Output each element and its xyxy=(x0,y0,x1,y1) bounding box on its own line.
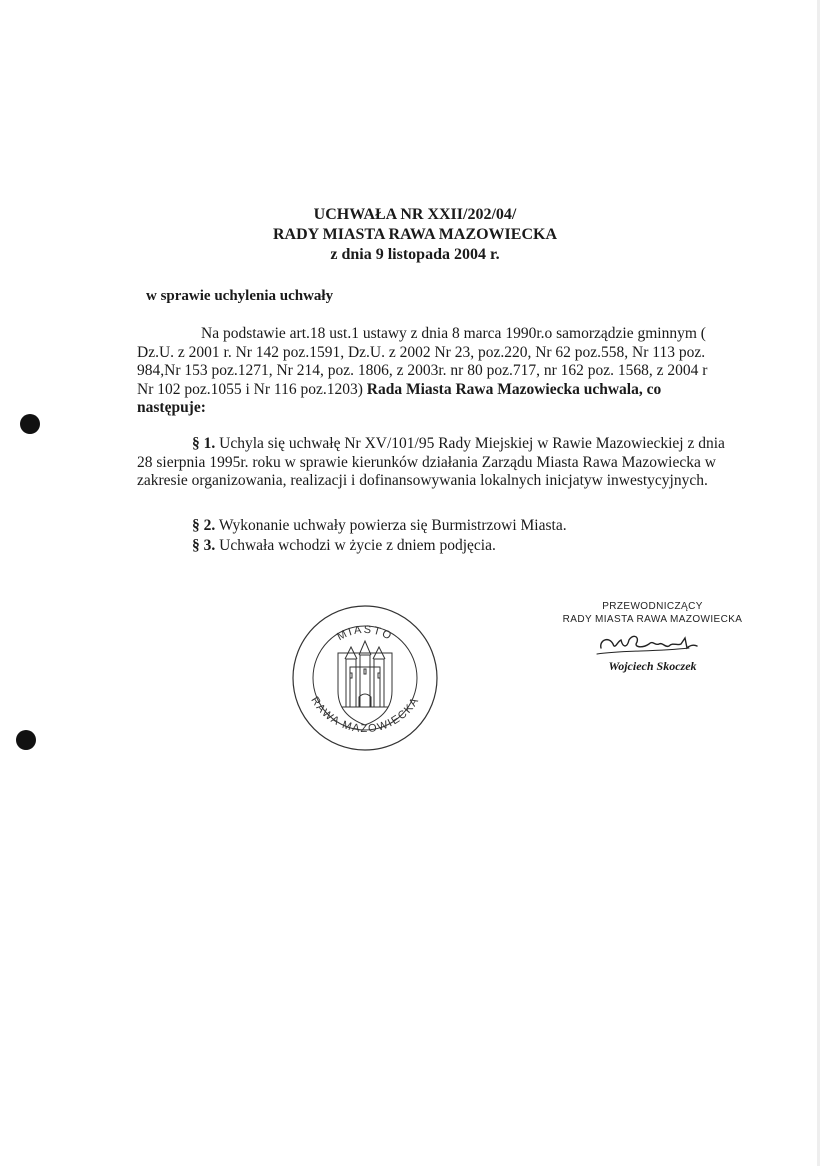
city-seal-stamp xyxy=(290,603,440,753)
punch-hole-bottom xyxy=(16,730,36,750)
seal-bottom-text: RAWA MAZOWIECKA xyxy=(308,694,422,736)
handwritten-signature xyxy=(593,628,713,660)
signatory-title: PRZEWODNICZĄCY xyxy=(602,601,703,612)
section-2-label: § 2. xyxy=(192,517,216,534)
section-2 xyxy=(192,517,567,536)
resolution-date: z dnia 9 listopada 2004 r. xyxy=(330,246,500,263)
legal-basis-paragraph xyxy=(137,325,727,418)
resolution-number: UCHWAŁA NR XXII/202/04/ xyxy=(313,206,517,223)
council-resolves-text: Rada Miasta Rawa Mazowiecka uchwala, co następuje: xyxy=(137,380,662,416)
council-name: RADY MIASTA RAWA MAZOWIECKA xyxy=(272,226,558,243)
section-1-label: § 1. xyxy=(192,435,216,452)
castle-shield-icon xyxy=(338,641,392,725)
section-3-label: § 3. xyxy=(192,537,216,554)
svg-text:RAWA MAZOWIECKA xyxy=(308,695,421,735)
section-2-text: Wykonanie uchwały powierza się Burmistrzowi Miasta. xyxy=(218,517,567,534)
section-1 xyxy=(137,435,727,491)
legal-basis-text: Na podstawie art.18 ust.1 ustawy z dnia 8 marca 1990r.o samorządzie gminnym ( Dz.U. z 2001 r. Nr 142 poz.1591, Dz.U. z 2002 Nr 23, poz.220, Nr 62 poz.558, Nr 113 poz. 984,Nr 153 poz.1271, Nr 214, poz. 1806, z 2003r. nr 80 poz.717, nr 162 poz. 1568, z 2004 r Nr 102 poz.1055 i Nr 116 poz.1203) xyxy=(137,325,708,398)
signatory-name: Wojciech Skoczek xyxy=(608,659,697,673)
punch-hole-top xyxy=(20,414,40,434)
section-1-text: Uchyla się uchwałę Nr XV/101/95 Rady Miejskiej w Rawie Mazowieckiej z dnia 28 sierpnia 1995r. roku w sprawie kierunków działania Zarządu Miasta Rawa Mazowiecka w zakresie organizowania, realizacji i dofinansowywania lokalnych inicjatyw inwestycyjnych. xyxy=(137,435,725,489)
seal-top-text: MIASTO xyxy=(335,623,395,644)
section-3 xyxy=(192,537,496,556)
section-3-text: Uchwała wchodzi w życie z dniem podjęcia. xyxy=(219,537,496,554)
resolution-header xyxy=(120,205,710,265)
resolution-subject: w sprawie uchylenia uchwały xyxy=(146,288,334,304)
signatory-council: RADY MIASTA RAWA MAZOWIECKA xyxy=(562,614,743,625)
signature-block xyxy=(540,600,765,674)
